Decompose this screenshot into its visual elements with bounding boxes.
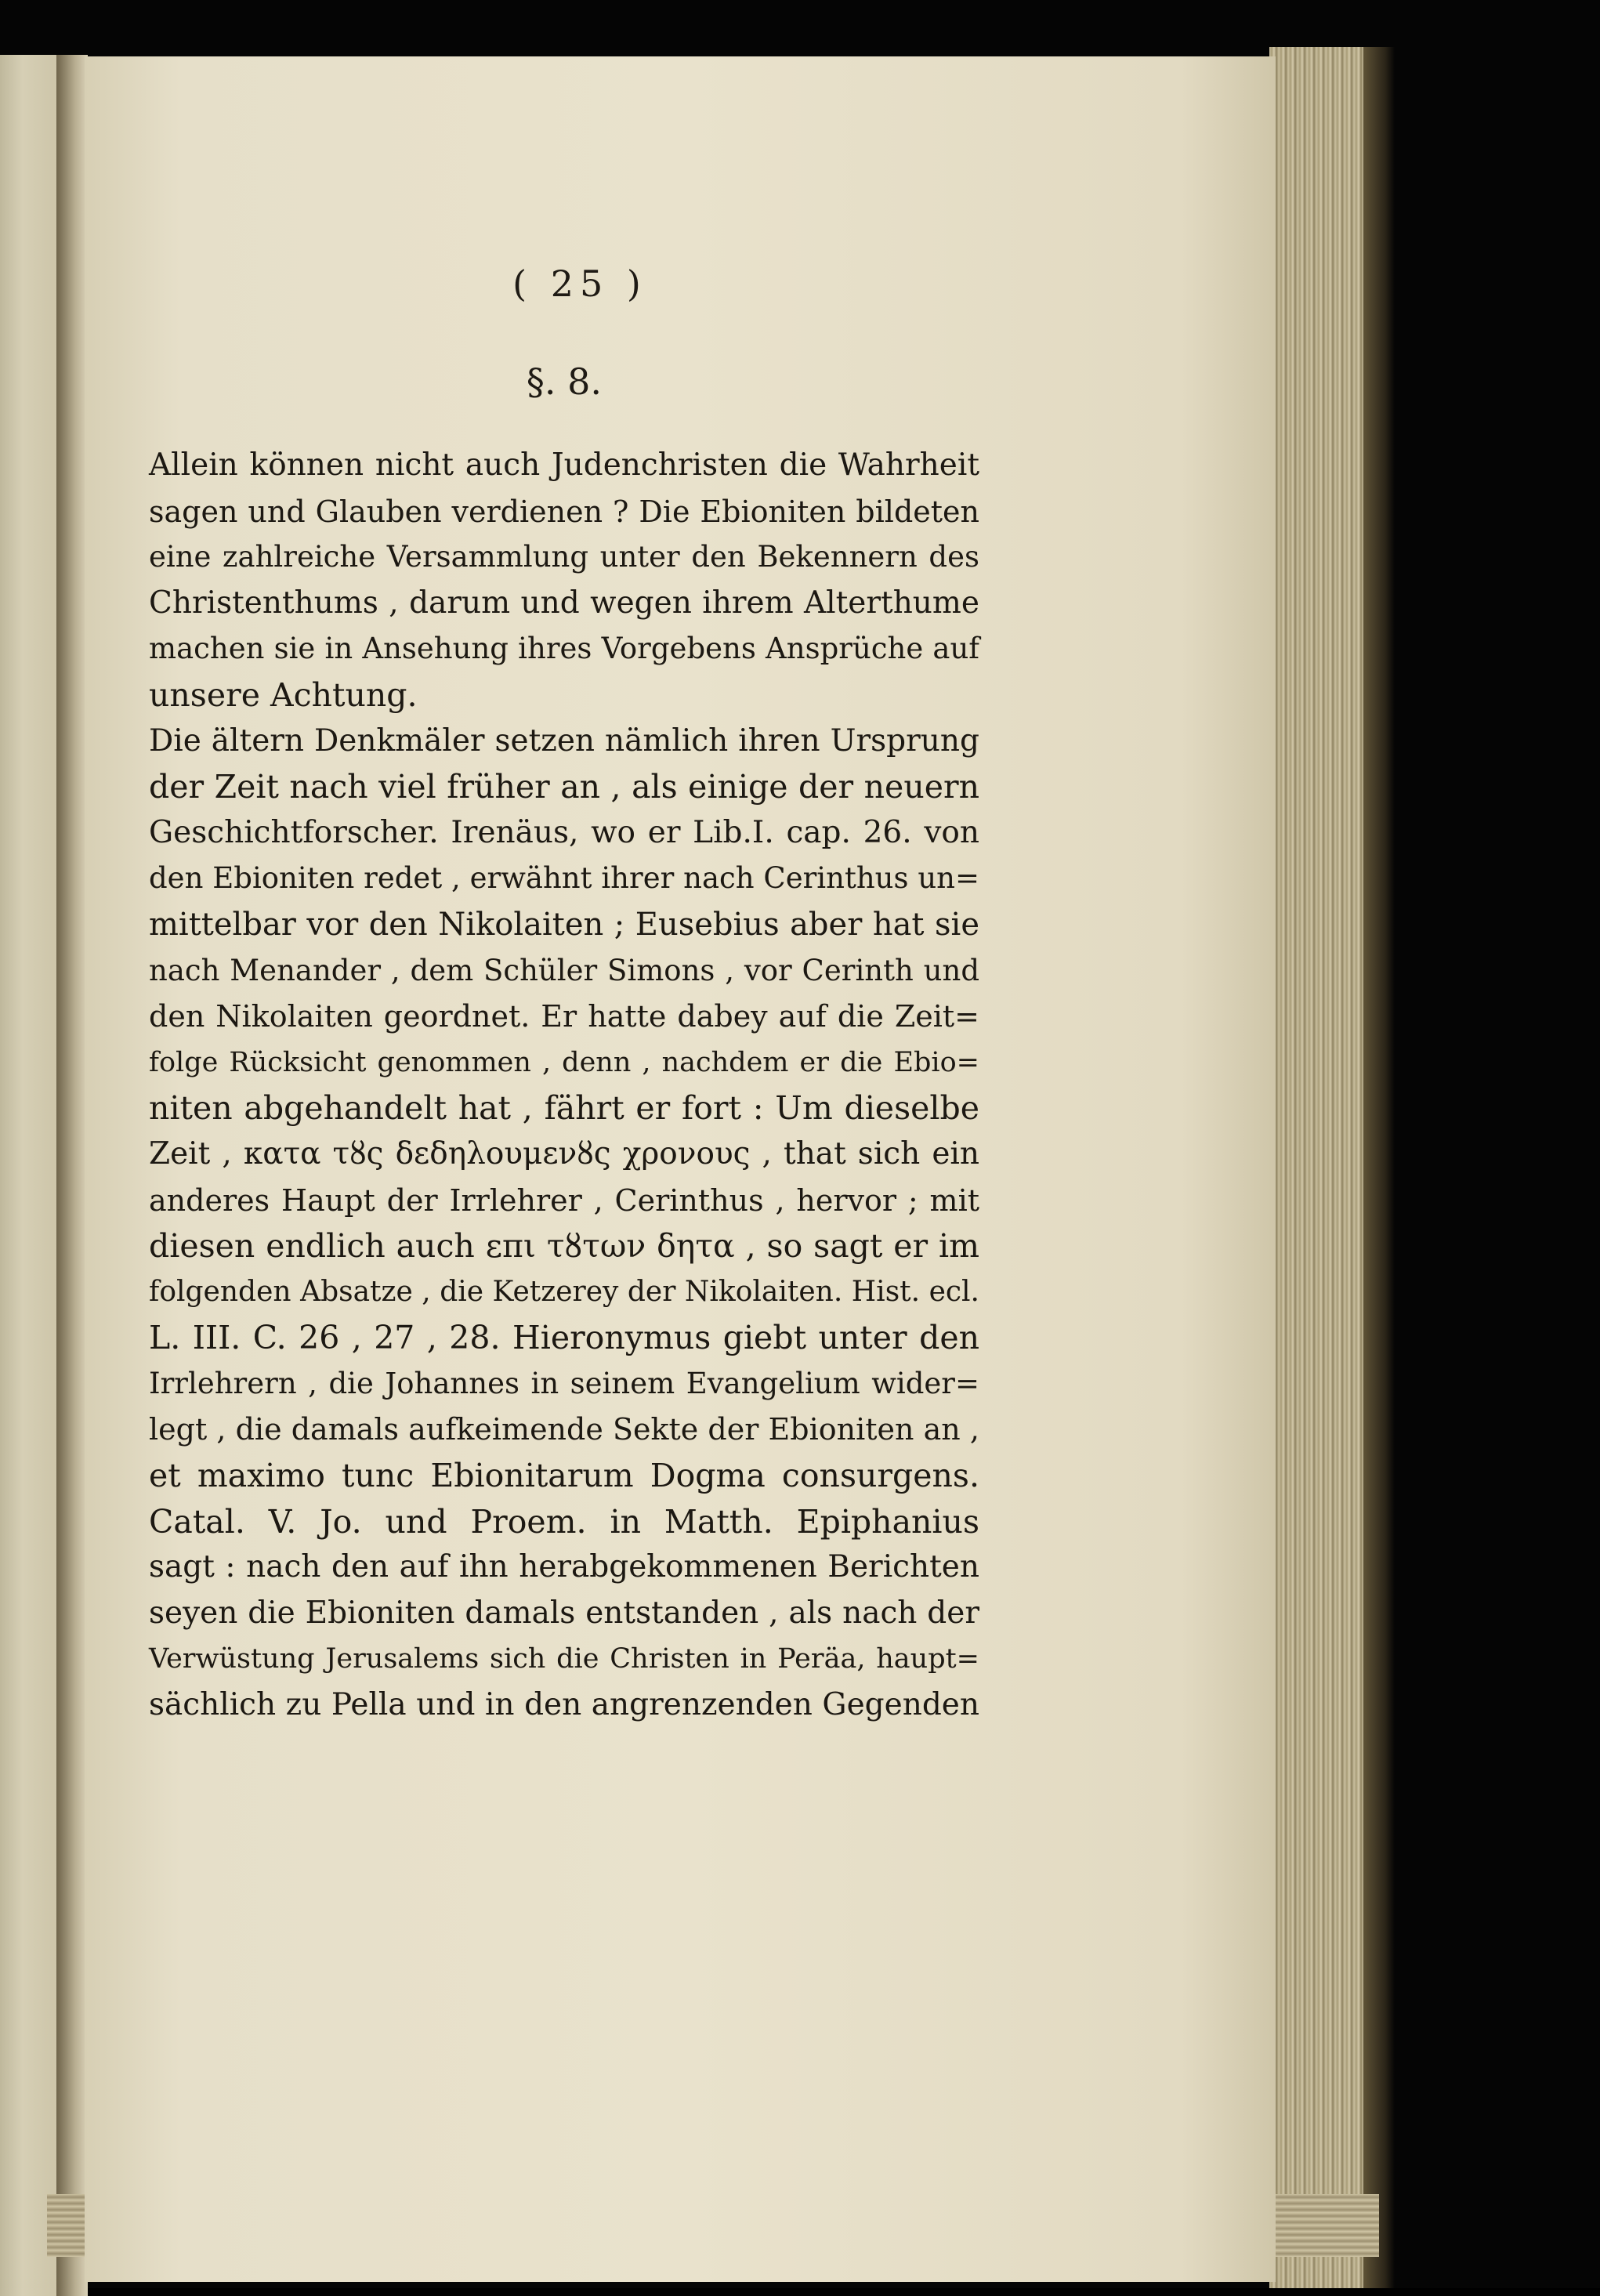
text-line: den Ebioniten redet , erwähnt ihrer nach Cerinthus un= <box>149 861 979 896</box>
page-stack-edge <box>1269 47 1371 2288</box>
text-line: nach Menander , dem Schüler Simons , vor Cerinth und <box>149 953 979 987</box>
text-line: machen sie in Ansehung ihres Vorgebens Ansprüche auf <box>149 632 979 666</box>
text-line: Christenthums , darum und wegen ihrem Alterthume <box>149 585 979 621</box>
text-line: mittelbar vor den Nikolaiten ; Eusebius aber hat sie <box>149 906 979 943</box>
text-line: Verwüstung Jerusalems sich die Christen in Peräa, haupt= <box>149 1643 979 1675</box>
text-line: den Nikolaiten geordnet. Er hatte dabey auf die Zeit= <box>149 999 979 1034</box>
text-line: Geschichtforscher. Irenäus, wo er Lib.I. cap. 26. von <box>149 814 979 850</box>
text-line: diesen endlich auch επι τȣτων δητα , so sagt er im <box>149 1227 979 1266</box>
text-line: der Zeit nach viel früher an , als einige der neuern <box>149 768 979 806</box>
text-line: Die ältern Denkmäler setzen nämlich ihren Ursprung <box>149 722 979 759</box>
text-line: Catal. V. Jo. und Proem. in Matth. Epiphanius <box>149 1502 979 1541</box>
text-line: sächlich zu Pella und in den angrenzenden Gegenden <box>149 1687 979 1723</box>
book-gutter <box>56 55 88 2296</box>
text-line: niten abgehandelt hat , fährt er fort : Um dieselbe <box>149 1089 979 1128</box>
text-line: legt , die damals aufkeimende Sekte der Ebioniten an , <box>149 1412 979 1447</box>
text-line: seyen die Ebioniten damals entstanden , als nach der <box>149 1595 979 1631</box>
page-number: ( 25 ) <box>512 263 647 305</box>
text-line: eine zahlreiche Versammlung unter den Bekennern des <box>149 540 979 574</box>
text-line: unsere Achtung. <box>149 675 418 714</box>
text-line: et maximo tunc Ebionitarum Dogma consurgens. <box>149 1457 979 1495</box>
text-line: sagen und Glauben verdienen ? Die Ebioniten bildeten <box>149 494 979 529</box>
text-line: Allein können nicht auch Judenchristen die Wahrheit <box>149 447 979 483</box>
section-heading: §. 8. <box>526 360 603 403</box>
facing-page-edge <box>0 55 59 2296</box>
body-text <box>149 443 979 1729</box>
text-line: sagt : nach den auf ihn herabgekommenen Berichten <box>149 1549 979 1585</box>
text-line: Zeit , κατα τȣς δεδηλουμενȣς χρονους , that sich ein <box>149 1135 979 1172</box>
text-line: folgenden Absatze , die Ketzerey der Nikolaiten. Hist. ecl. <box>149 1275 979 1308</box>
page-edge-shadow <box>1363 47 1395 2288</box>
text-line: Irrlehrern , die Johannes in seinem Evangelium wider= <box>149 1366 979 1400</box>
text-line: L. III. C. 26 , 27 , 28. Hieronymus giebt unter den <box>149 1319 979 1357</box>
text-line: folge Rücksicht genommen , denn , nachdem er die Ebio= <box>149 1046 979 1078</box>
text-line: anderes Haupt der Irrlehrer , Cerinthus , hervor ; mit <box>149 1182 979 1218</box>
